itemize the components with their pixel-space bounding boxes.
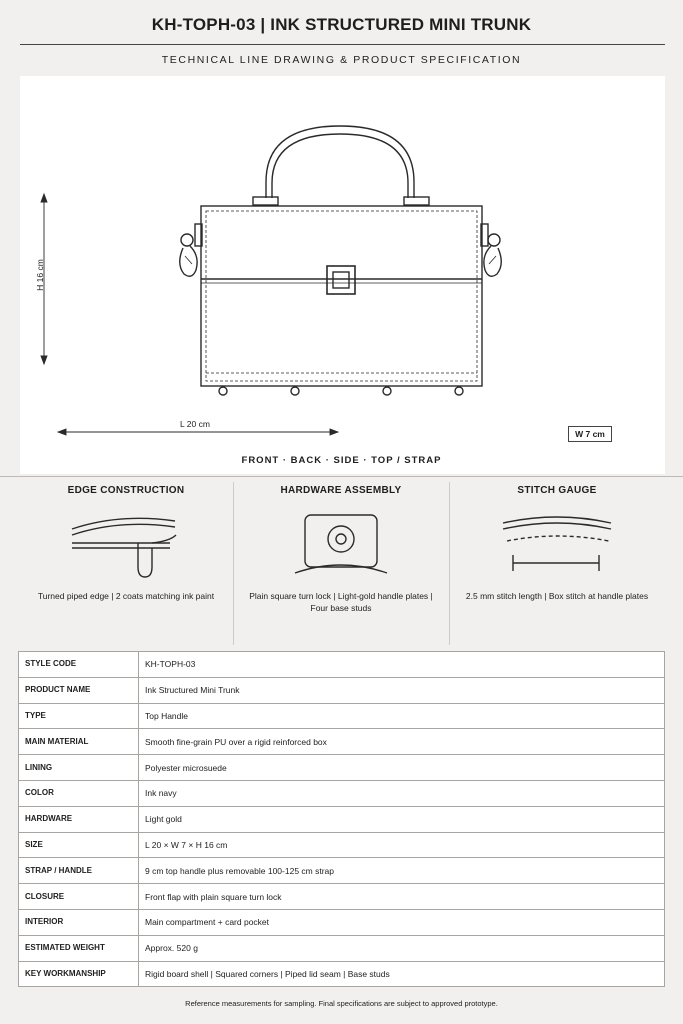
column-divider	[233, 482, 234, 645]
spec-value: Top Handle	[139, 703, 665, 729]
spec-value: Approx. 520 g	[139, 935, 665, 961]
spec-key: PRODUCT NAME	[19, 677, 139, 703]
table-row	[19, 755, 665, 781]
spec-key: TYPE	[19, 703, 139, 729]
spec-value: Light gold	[139, 806, 665, 832]
views-caption: FRONT · BACK · SIDE · TOP / STRAP	[241, 455, 442, 466]
spec-key: STYLE CODE	[19, 652, 139, 678]
spec-key: MAIN MATERIAL	[19, 729, 139, 755]
detail-caption: Turned piped edge | 2 coats matching ink paint	[37, 591, 215, 601]
spec-key: LINING	[19, 755, 139, 781]
spec-value: 9 cm top handle plus removable 100-125 cm strap	[139, 858, 665, 884]
title-divider	[20, 44, 665, 45]
spec-value: Front flap with plain square turn lock	[139, 884, 665, 910]
table-row	[19, 703, 665, 729]
table-row	[19, 909, 665, 935]
spec-value: Rigid board shell | Squared corners | Piped lid seam | Base studs	[139, 961, 665, 987]
detail-title: STITCH GAUGE	[517, 485, 597, 496]
footer-note: Reference measurements for sampling. Final specifications are subject to approved prototype.	[185, 999, 498, 1008]
spec-key: CLOSURE	[19, 884, 139, 910]
spec-value: Smooth fine-grain PU over a rigid reinforced box	[139, 729, 665, 755]
detail-hardware-assembly	[235, 482, 447, 647]
detail-stitch-gauge	[451, 482, 663, 647]
height-dimension-label: H 16 cm	[35, 259, 45, 291]
detail-title: EDGE CONSTRUCTION	[67, 485, 185, 496]
section-divider	[0, 476, 683, 477]
spec-value: Ink Structured Mini Trunk	[139, 677, 665, 703]
detail-caption: Plain square turn lock | Light-gold handle plates | Four base studs	[249, 591, 433, 613]
spec-key: ESTIMATED WEIGHT	[19, 935, 139, 961]
page-title: KH-TOPH-03 | INK STRUCTURED MINI TRUNK	[151, 15, 532, 34]
page-subtitle: TECHNICAL LINE DRAWING & PRODUCT SPECIFICATION	[161, 54, 522, 66]
table-row	[19, 832, 665, 858]
spec-value: Ink navy	[139, 780, 665, 806]
table-row	[19, 961, 665, 987]
table-row	[19, 884, 665, 910]
table-row	[19, 652, 665, 678]
table-row	[19, 858, 665, 884]
bag-line-drawing	[20, 76, 665, 474]
table-row	[19, 935, 665, 961]
edge-construction-icon	[20, 507, 232, 587]
spec-key: SIZE	[19, 832, 139, 858]
spec-value: KH-TOPH-03	[139, 652, 665, 678]
stitch-gauge-icon	[451, 507, 663, 587]
table-row	[19, 780, 665, 806]
spec-key: STRAP / HANDLE	[19, 858, 139, 884]
spec-key: COLOR	[19, 780, 139, 806]
spec-value: L 20 × W 7 × H 16 cm	[139, 832, 665, 858]
table-row	[19, 806, 665, 832]
width-dimension-label: W 7 cm	[568, 426, 612, 442]
specification-table	[18, 651, 665, 987]
table-row	[19, 729, 665, 755]
length-dimension-label: L 20 cm	[180, 419, 210, 429]
spec-key: KEY WORKMANSHIP	[19, 961, 139, 987]
spec-key: HARDWARE	[19, 806, 139, 832]
technical-drawing-panel	[20, 76, 665, 474]
detail-edge-construction	[20, 482, 232, 647]
spec-key: INTERIOR	[19, 909, 139, 935]
spec-value: Main compartment + card pocket	[139, 909, 665, 935]
column-divider	[449, 482, 450, 645]
detail-title: HARDWARE ASSEMBLY	[280, 485, 402, 496]
table-row	[19, 677, 665, 703]
turn-lock-icon	[235, 507, 447, 587]
detail-caption: 2.5 mm stitch length | Box stitch at handle plates	[465, 591, 649, 601]
spec-value: Polyester microsuede	[139, 755, 665, 781]
